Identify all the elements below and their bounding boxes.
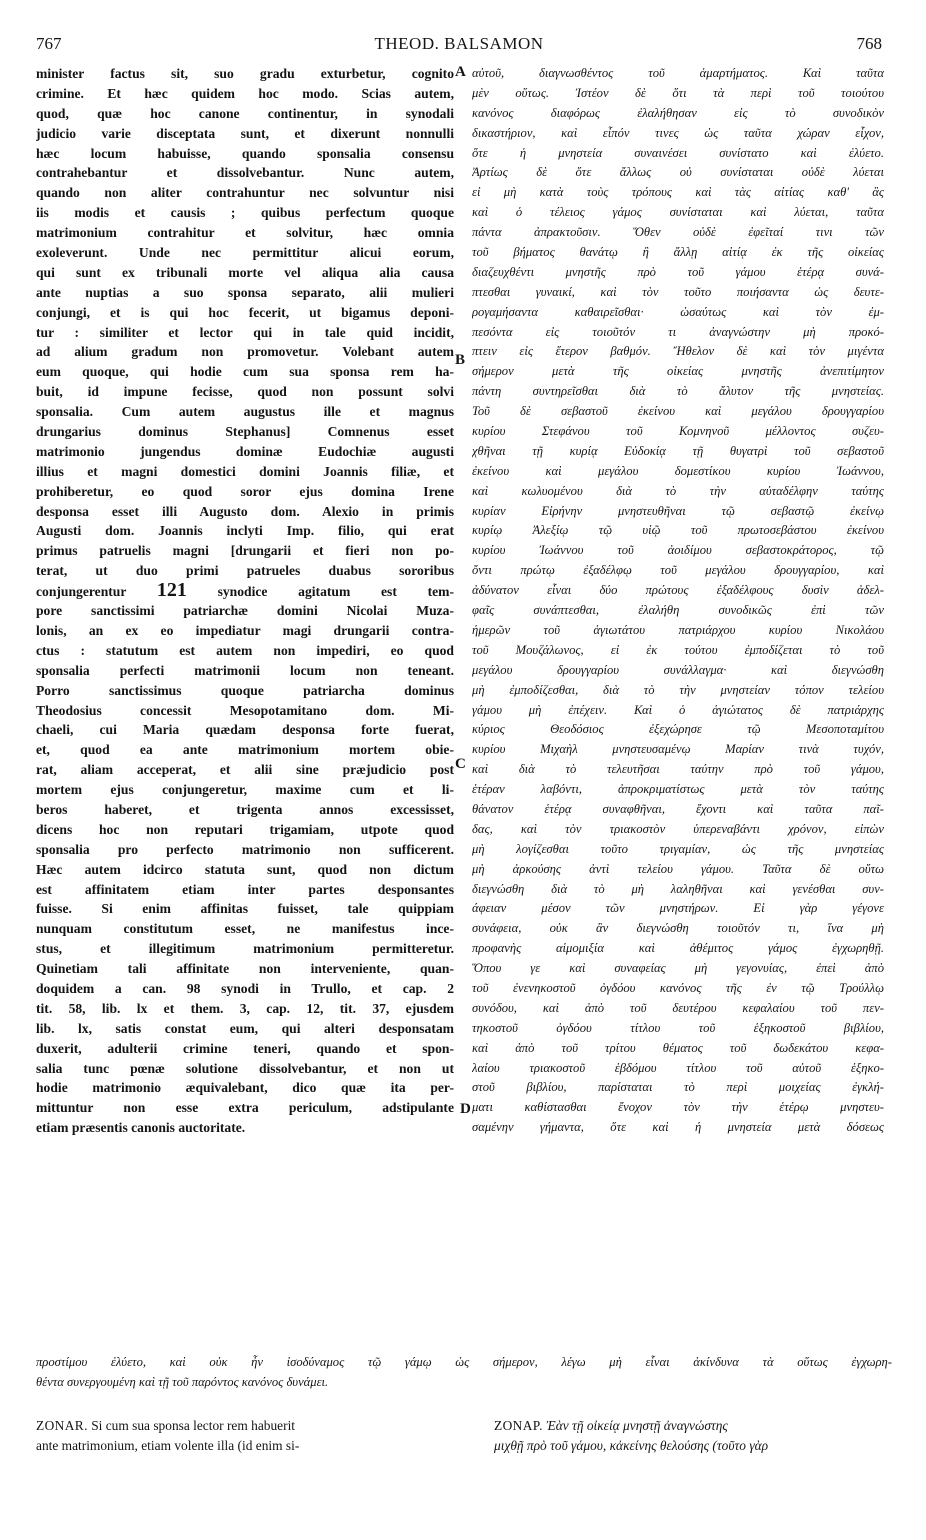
greek-line: ἡμερῶν τοῦ ἁγιωτάτου πατριάρχου κυρίου Νικολάου [472,622,884,637]
latin-line: chaeli, cui Maria quædam desponsa forte fuerat, [36,722,454,738]
greek-line: δας, καὶ τὸν τριακοστὸν ὑπερεναβάντι χρόνον, εἰπὼν [472,821,884,836]
greek-line: μὲν οὕτως. Ἰστέον δὲ ὅτι τὰ περὶ τοῦ τοιούτου [472,85,884,100]
greek-line: θάνατον ἑτέρᾳ συναφθῆναι, ἔχοντι καὶ ταῦτα παῖ- [472,801,884,816]
greek-line: διαζευχθέντι μνηστῆς πρὸ τοῦ γάμου ἑτέρᾳ συνά- [472,264,884,279]
zonar-latin-line: ZONAR. Si cum sua sponsa lector rem habuerit [36,1418,296,1433]
greek-line: Ἀρτίως δὲ ὅτε ἄλλως οὐ συνίσταται οὐδὲ λύεται [472,165,884,180]
greek-line: κύριος Θεοδόσιος ἐξεχώρησε τῷ Μεσοποταμίτου [472,722,884,737]
greek-line: καὶ κωλυομένου διὰ τὸ τὴν αὐταδέλφην ταύτης [472,483,884,498]
latin-line: crimine. Et hæc quidem hoc modo. Scias autem, [36,85,454,101]
latin-line: nunquam constitutum esset, ne manifestus ince- [36,921,454,937]
zonar-label: ZONAR. [36,1418,88,1433]
greek-line: συνόδου, καὶ ἀπὸ τοῦ δευτέρου κεφαλαίου τοῦ πεν- [472,1000,884,1015]
greek-line: λαίου τριακοστοῦ ἑβδόμου τίτλου τοῦ αὐτοῦ ἑξηκο- [472,1060,884,1075]
zonar-greek-label: ZONAP. [494,1418,543,1433]
latin-line: ante nuptias a suo sponsa separato, alii mulieri [36,284,454,300]
margin-marker-d: D [460,1101,471,1117]
latin-line: rat, aliam acceperat, et alii sine præjudicio post [36,762,454,778]
greek-line: εἰ μὴ κατὰ τοὺς τρόπους καὶ τὰς αἰτίας καθ' ἃς [472,185,884,200]
latin-line: buit, id impune fecisse, quod non possunt solvi [36,384,454,400]
greek-line: κυρίαν Εἰρήνην μνηστευθῆναι τῷ σεβαστῷ ἐκείνῳ [472,503,884,518]
latin-line: salia tunc pœnæ solutione dissolvebantur, et non ut [36,1060,454,1076]
greek-text-column [472,64,884,1138]
greek-line: στοῦ βιβλίου, παρίσταται τὸ περὶ μοιχείας ἐγκλή- [472,1080,884,1095]
zonar-latin-line: ante matrimonium, etiam volente illa (id enim si- [36,1437,300,1453]
greek-line: άφειαν μέσον τῶν μνηστήρων. Εἰ γὰρ γέγονε [472,901,884,916]
latin-line: stus, et illegitimum matrimonium permitteretur. [36,941,454,957]
latin-line: desponsa esset illi Augusto dom. Alexio in primis [36,503,454,519]
greek-line: ματι καθίστασθαι ἔνοχον τὸν τὴν ἑτέρῳ μνηστευ- [472,1100,884,1115]
full-width-line: προστίμου ἐλύετο, καὶ οὐκ ἦν ἰσοδύναμος τῷ γάμῳ ὡς σήμερον, λέγω μὴ εἶναι ἀκίνδυνα τὰ οὕτως ἐγχωρη- [36,1355,892,1369]
running-title: THEOD. BALSAMON [374,34,544,53]
greek-line: κυρίου Στεφάνου τοῦ Κομνηνοῦ μέλλοντος συζευ- [472,424,884,439]
greek-line: πτειν εἰς ἕτερον βαθμόν. Ἤθελον δὲ καὶ τὸν μιγέντα [472,344,884,359]
latin-line: dicens hoc non reputari trigamiam, utpote quod [36,821,454,837]
greek-line: κυρίου Ἰωάννου τοῦ ἀοιδίμου σεβαστοκράτορος, τῷ [472,543,884,558]
latin-line: Augusti dom. Joannis inclyti Imp. filio, qui erat [36,523,454,539]
latin-line: Porro sanctissimus quoque patriarcha dominus [36,682,454,698]
latin-line: pore sanctissimi patriarchæ domini Nicolai Muza- [36,603,454,619]
greek-line: προφανὴς αἱμομιξία καὶ ἀθέμιτος γάμος ἐγχωρηθῇ. [472,941,884,956]
greek-line: τοῦ βήματος θανάτῳ ἢ ἄλλῃ αἰτίᾳ ἐκ τῆς οἰκείας [472,245,884,260]
greek-line: μὴ ἀρκούσης ἀντὶ τελείου γάμου. Ταῦτα δὲ οὕτω [472,861,884,876]
greek-line: ἀδύνατον εἶναι δύο πρώτους ἐξαδέλφους δυσὶν ἀδελ- [472,583,884,598]
latin-text-column [36,64,454,1138]
greek-line: κυρίῳ Ἀλεξίῳ τῷ υἱῷ τοῦ πρωτοσεβάστου ἐκείνου [472,523,884,538]
latin-line: eum quoque, qui hodie cum sua sponsa rem ha- [36,364,454,380]
page-number-right: 768 [856,34,882,53]
latin-line: duxerit, adulterii crimine teneri, quando et spon- [36,1040,454,1056]
latin-line: ad alium gradum non promovetur. Volebant autem [36,344,454,360]
greek-line: συνάφεια, οὐκ ἂν διεγνώσθη τοιοῦτόν τι, ἵνα μὴ [472,921,884,936]
greek-line: κυρίου Μιχαὴλ μνηστευσαμένῳ Μαρίαν τινὰ τυχόν, [472,742,884,757]
latin-line: sponsalia pro perfecto matrimonio non sufficerent. [36,841,454,857]
greek-line: τοῦ ἐνενηκοστοῦ ὀγδόου κανόνος τῆς ἐν τῷ Τρούλλῳ [472,980,884,995]
latin-line-121: conjungerentur 121 synodice agitatum est tem- [36,581,454,602]
greek-line: πεσόντα εἰς τοιοῦτόν τι ἀναγνώστην μὴ προκό- [472,324,884,339]
latin-line: sponsalia. Cum autem augustus ille et magnus [36,404,454,420]
latin-line: primus patruelis magni [drungarii et fieri non po- [36,543,454,559]
margin-marker-b: B [455,352,466,368]
latin-line: lib. lx, satis constat eum, qui alteri desponsatam [36,1020,454,1036]
latin-line: exoleverunt. Unde nec permittitur alicui eorum, [36,245,454,261]
latin-line: est affinitatem etiam inter partes desponsantes [36,881,454,897]
greek-line: Ὅπου γε καὶ συναφείας μὴ γεγονυίας, ἐπεὶ ἀπὸ [472,961,884,976]
greek-line: πάντα ἀπρακτοῦσιν. Ὅθεν οὐδὲ ἐφεῖταί τινι τῶν [472,225,884,240]
latin-line: Quinetiam tali affinitate non interveniente, quan- [36,961,454,977]
greek-line: καὶ ὁ τέλειος γάμος συνίσταται καὶ λύεται, ταῦτα [472,205,884,220]
full-width-greek-lines [36,1352,892,1392]
latin-line: minister factus sit, suo gradu exturbetur, cognito [36,66,454,81]
latin-line: tur : similiter et lector qui in tale quid incidit, [36,324,454,340]
greek-line: ἐκείνου καὶ μεγάλου δομεστίκου κυρίου Ἰωάννου, [472,463,884,478]
margin-marker-a: A [455,64,466,80]
latin-line: beros haberet, et trigenta annos excessisset, [36,801,454,817]
zonar-latin-commentary [36,1415,456,1455]
latin-line: hodie matrimonio æquivalebant, dico quæ ita per- [36,1080,454,1096]
greek-line: ἑτέραν λαβόντι, ἀπροκριματίστως μετὰ τὸν ταύτης [472,782,884,797]
greek-line: γάμου μὴ ἐπέχειν. Καὶ ὁ ἁγιώτατος δὲ πατριάρχης [472,702,884,717]
latin-line: contrahebantur et dissolvebantur. Nunc autem, [36,165,454,181]
greek-line: φαῖς συνάπτεσθαι, ἐλαλήθη συνοδικῶς ἐπὶ τῶν [472,603,884,618]
latin-line: fuisse. Si enim affinitas fuisset, tale quippiam [36,901,454,917]
greek-line: ὄντι πρώτῳ ἐξαδέλφῳ τοῦ μεγάλου δρουγγαρίου, καὶ [472,563,884,578]
greek-line: σήμερον μετὰ τῆς οἰκείας μνηστῆς ἀνεπιτίμητον [472,364,884,379]
latin-line: mittuntur non esse extra periculum, adstipulante [36,1100,454,1116]
latin-line: doquidem a can. 98 synodi in Trullo, et cap. 2 [36,980,454,996]
greek-line: αὐτοῦ, διαγνωσθέντος τοῦ ἁμαρτήματος. Καὶ ταῦτα [472,66,884,80]
marginal-number-121: 121 [156,581,187,602]
greek-line: κανόνος διαφόρως ἐλαλήθησαν εἰς τὸ συνοδικὸν [472,105,884,120]
greek-line: μεγάλου δρουγγαρίου συνάλλαγμα· καὶ διεγνώσθη [472,662,884,677]
latin-line: judicio varie disceptata sunt, et dixerunt nonnulli [36,125,454,141]
latin-line: quando non aliter contrahuntur nec solvuntur nisi [36,185,454,201]
greek-line: δικαστήριον, καὶ εἶπόν τινες ὡς ταῦτα χώραν εἶχον, [472,125,884,140]
latin-line: terat, ut duo primi patrueles duabus sororibus [36,563,454,579]
latin-line: mortem ejus conjungeretur, maxime cum et li- [36,782,454,798]
greek-line: Τοῦ δὲ σεβαστοῦ ἐκείνου καὶ μεγάλου δρουγγαρίου [472,404,884,419]
latin-line: conjungi, et is qui hoc fecerit, ut bigamus deponi- [36,304,454,320]
latin-line: Theodosius concessit Mesopotamitano dom. Mi- [36,702,454,718]
greek-line: πτεσθαι γυναικί, καὶ τὸν τοῦτο ποιήσαντα ὡς δευτε- [472,284,884,299]
page-header [36,34,882,58]
latin-line: prohiberetur, eo quod soror ejus domina Irene [36,483,454,499]
greek-line: μὴ ἐμποδίζεσθαι, διὰ τὸ τὴν μνηστείαν τόπον τελείου [472,682,884,697]
greek-line: διεγνώσθη διὰ τὸ μὴ λαληθῆναι καὶ γενέσθαι συν- [472,881,884,896]
greek-line: καὶ διὰ τὸ τελευτῆσαι ταύτην πρὸ τοῦ γάμου, [472,762,884,777]
page-number-left: 767 [36,34,62,53]
latin-line: quod, quæ hoc canone continentur, in synodali [36,105,454,121]
greek-line: σαμένην γήμαντα, ὅτε καὶ ἡ μνηστεία μετὰ δόσεως [472,1120,884,1135]
latin-line: et, quod ea ante matrimonium mortem obie- [36,742,454,758]
greek-line: μὴ λογίζεσθαι τοῦτο τριγαμίαν, ὡς τῆς μνηστείας [472,841,884,856]
latin-line: lonis, an ex eo impediatur magi drungarii contra- [36,622,454,638]
zonar-greek-line: μιχθῇ πρὸ τοῦ γάμου, κἀκείνης θελούσης (τοῦτο γὰρ [494,1437,769,1453]
greek-line: ρογαμήσαντα καθαιρεῖσθαι· ὡσαύτως καὶ τὸν ἐμ- [472,304,884,319]
greek-line: τηκοστοῦ ὀγδόου τίτλου τοῦ ἑξηκοστοῦ βιβλίου, [472,1020,884,1035]
greek-line: τοῦ Μουζάλωνος, εἰ ἐκ τούτου ἐμποδίζεται τὸ τοῦ [472,642,884,657]
latin-line: matrimonium contrahitur et solvitur, hæc omnia [36,225,454,241]
latin-line: hæc locum habuisse, quando sponsalia consensu [36,145,454,161]
greek-line: πάντη συντηρεῖσθαι διὰ τὸ ἄλυτον τῆς μνηστείας. [472,384,884,399]
latin-line: illius et magni domestici domini Joannis filiæ, et [36,463,454,479]
greek-line: καὶ ἀπὸ τοῦ τρίτου θέματος τοῦ δωδεκάτου κεφα- [472,1040,884,1055]
greek-line: ὅτε ἡ μνηστεία συναινέσει συνίστατο καὶ ἐλύετο. [472,145,884,160]
zonar-greek-line: ZONAP. Ἐὰν τῇ οἰκείᾳ μνηστῇ ἀναγνώστης [494,1418,728,1433]
margin-marker-c: C [455,756,466,772]
greek-line: χθῆναι τῇ κυρίᾳ Εὐδοκίᾳ τῇ θυγατρὶ τοῦ σεβαστοῦ [472,443,884,458]
full-width-line: θέντα συνεργουμένη καὶ τῇ τοῦ παρόντος κανόνος δυνάμει. [36,1374,329,1389]
latin-line: ctus : statutum est autem non impediri, eo quod [36,642,454,658]
latin-line: qui sunt ex tribunali morte vel aliqua alia causa [36,264,454,280]
latin-line: Hæc autem idcirco statuta sunt, quod non dictum [36,861,454,877]
latin-line: iis modis et causis ; quibus perfectum quoque [36,205,454,221]
latin-line: tit. 58, lib. lx et them. 3, cap. 12, tit. 37, ejusdem [36,1000,454,1016]
latin-line: etiam præsentis canonis auctoritate. [36,1120,246,1136]
latin-line: matrimonio jungendus dominæ Eudochiæ augusti [36,443,454,459]
latin-line: sponsalia perfecti matrimonii locum non teneant. [36,662,454,678]
latin-line: drungarius dominus Stephanus] Comnenus esset [36,424,454,440]
zonar-greek-commentary [494,1415,892,1455]
